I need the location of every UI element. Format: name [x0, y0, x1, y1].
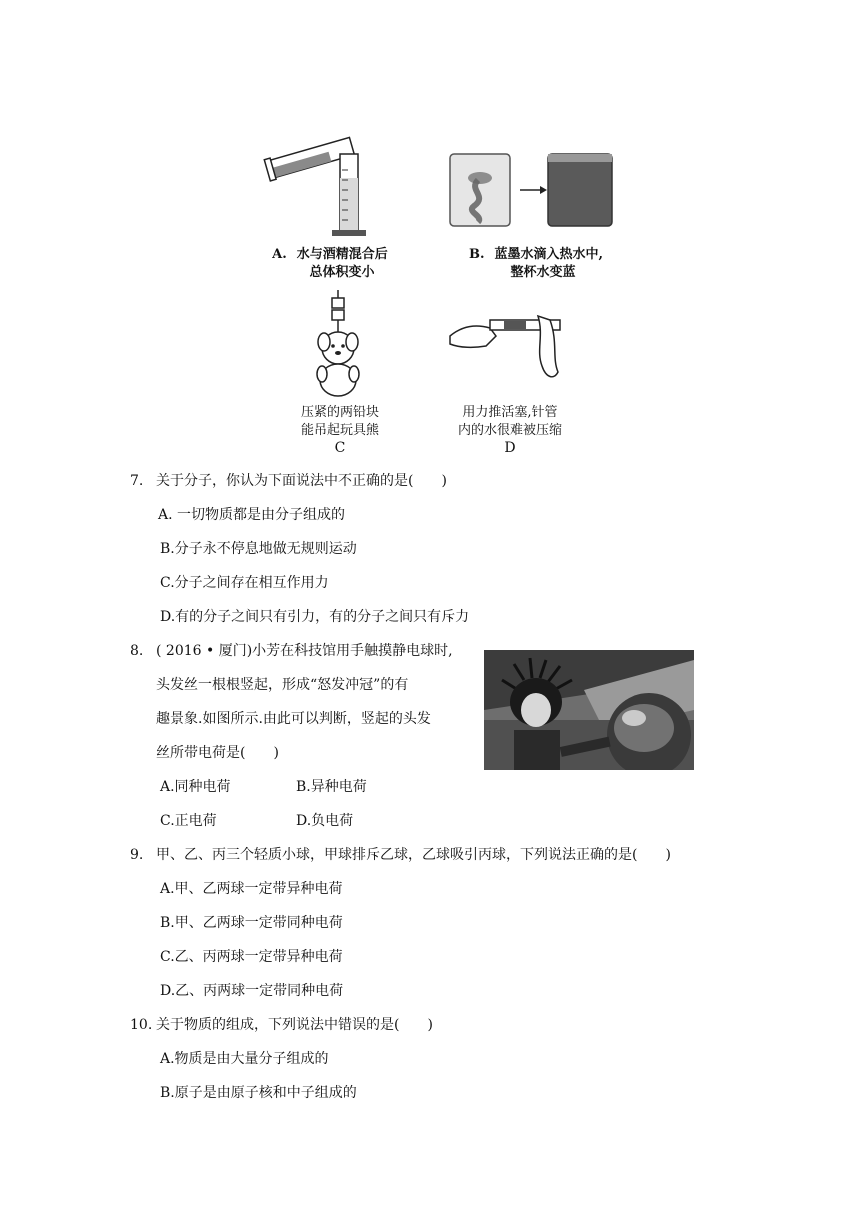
question-10 — [130, 1016, 433, 1034]
figure-d-letter: D — [504, 440, 516, 457]
option-7d: D.有的分子之间只有引力，有的分子之间只有斥力 — [160, 609, 470, 625]
figure-a-caption — [260, 246, 400, 281]
option-8c: C.正电荷 — [160, 813, 217, 829]
figure-c-letter: C — [334, 440, 346, 457]
figure-c — [310, 290, 370, 400]
toy-bear-image — [310, 290, 370, 400]
option-8b: B.异种电荷 — [296, 779, 367, 795]
figure-a-caption-line2: 总体积变小 — [309, 264, 375, 280]
question-number: 10. — [130, 1017, 153, 1033]
question-stem: 关于物质的组成，下列说法中错误的是( ) — [156, 1017, 433, 1033]
question-stem-line3: 趣景象.如图所示.由此可以判断，竖起的头发 — [156, 711, 431, 727]
question-number: 9. — [130, 847, 144, 863]
question-number: 7. — [130, 473, 144, 489]
question-8 — [130, 642, 453, 660]
beaker-ink-image — [448, 150, 618, 230]
question-number: 8. — [130, 643, 144, 659]
figure-b — [448, 150, 618, 230]
girl-static-photo-image — [484, 650, 694, 770]
figure-d-caption-line1: 用力推活塞,针管 — [462, 405, 558, 420]
question-7 — [130, 472, 447, 490]
question-9 — [130, 846, 671, 864]
syringe-image — [446, 306, 566, 386]
question-stem-line1: ( 2016 • 厦门)小芳在科技馆用手触摸静电球时, — [156, 643, 453, 659]
static-ball-photo — [484, 650, 694, 770]
figure-d-caption-line2: 内的水很难被压缩 — [457, 422, 562, 438]
figure-d-caption — [440, 404, 580, 458]
option-7c: C.分子之间存在相互作用力 — [160, 575, 329, 591]
option-9a: A.甲、乙两球一定带异种电荷 — [160, 881, 343, 897]
option-8d: D.负电荷 — [296, 813, 354, 829]
option-7a: A. 一切物质都是由分子组成的 — [158, 507, 346, 523]
figure-c-caption-line2: 能吊起玩具熊 — [300, 422, 379, 438]
question-stem-line4: 丝所带电荷是( ) — [156, 745, 279, 761]
figure-b-caption-line1: 蓝墨水滴入热水中, — [494, 247, 604, 262]
option-8a: A.同种电荷 — [160, 779, 231, 795]
option-9c: C.乙、丙两球一定带异种电荷 — [160, 949, 343, 965]
figure-a-caption-line1: 水与酒精混合后 — [296, 247, 388, 262]
figure-c-caption-line1: 压紧的两铅块 — [300, 405, 379, 420]
figure-c-caption — [280, 404, 400, 458]
figure-a-letter: A. — [272, 247, 287, 262]
option-9b: B.甲、乙两球一定带同种电荷 — [160, 915, 343, 931]
figure-a — [262, 130, 392, 240]
figure-b-caption — [446, 246, 626, 281]
graduated-cylinder-image — [262, 130, 392, 240]
option-7b: B.分子永不停息地做无规则运动 — [160, 541, 357, 557]
figure-d — [446, 306, 566, 386]
figure-b-letter: B. — [468, 247, 485, 262]
option-9d: D.乙、丙两球一定带同种电荷 — [160, 983, 344, 999]
figure-b-caption-line2: 整杯水变蓝 — [510, 264, 576, 280]
question-stem: 关于分子，你认为下面说法中不正确的是( ) — [156, 473, 447, 489]
question-stem: 甲、乙、丙三个轻质小球，甲球排斥乙球，乙球吸引丙球，下列说法正确的是( ) — [156, 847, 671, 863]
option-10a: A.物质是由大量分子组成的 — [160, 1051, 329, 1067]
question-stem-line2: 头发丝一根根竖起，形成“怒发冲冠”的有 — [156, 677, 409, 693]
option-10b: B.原子是由原子核和中子组成的 — [160, 1085, 357, 1101]
